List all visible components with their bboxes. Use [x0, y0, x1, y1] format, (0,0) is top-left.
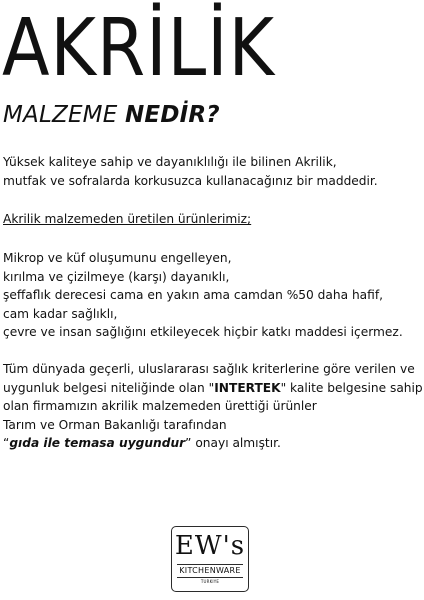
- feature-list: [3, 249, 403, 342]
- food-contact-approval: gıda ile temasa uygundur: [9, 436, 186, 450]
- subtitle-part-1: MALZEME: [3, 102, 125, 128]
- intertek-label: INTERTEK: [214, 380, 281, 395]
- feature-item: Mikrop ve küf oluşumunu engelleyen,: [3, 251, 232, 265]
- page-title: AKRİLİK: [2, 2, 275, 94]
- feature-item: çevre ve insan sağlığını etkileyecek hiçbir katkı maddesi içermez.: [3, 325, 403, 339]
- certification-line-4: Tarım ve Orman Bakanlığı tarafından: [3, 417, 227, 432]
- logo-mark: EW's: [174, 531, 246, 561]
- products-heading: Akrilik malzemeden üretilen ürünlerimiz;: [3, 212, 252, 226]
- logo-subtext: TURKIYE: [200, 579, 220, 584]
- certification-text: " kalite belgesine sahip: [280, 380, 423, 395]
- intro-paragraph: [3, 153, 378, 190]
- intro-line-2: mutfak ve sofralarda korkusuzca kullanacağınız bir maddedir.: [3, 173, 378, 188]
- certification-line-3: olan firmamızın akrilik malzemeden ürettiği ürünler: [3, 399, 317, 413]
- feature-item: cam kadar sağlıklı,: [3, 306, 118, 321]
- certification-text: ” onayı almıştır.: [185, 436, 281, 450]
- certification-line-2: [3, 379, 423, 398]
- intro-line-1: Yüksek kaliteye sahip ve dayanıklılığı ile bilinen Akrilik,: [3, 155, 337, 169]
- feature-item: şeffaflık derecesi cama en yakın ama camdan %50 daha hafif,: [3, 288, 383, 302]
- page-subtitle: [3, 100, 220, 130]
- feature-item: kırılma ve çizilmeye (karşı) dayanıklı,: [3, 269, 230, 284]
- brand-logo: [171, 526, 249, 592]
- quote-open: “: [3, 436, 10, 450]
- subtitle-part-2: NEDİR?: [124, 102, 220, 128]
- certification-text: uygunluk belgesi niteliğinde olan ": [3, 380, 215, 395]
- certification-line-1: Tüm dünyada geçerli, uluslararası sağlık kriterlerine göre verilen ve: [3, 362, 415, 376]
- logo-wordmark: KITCHENWARE: [177, 564, 243, 578]
- certification-paragraph: [3, 360, 423, 453]
- certification-line-5: [3, 434, 423, 453]
